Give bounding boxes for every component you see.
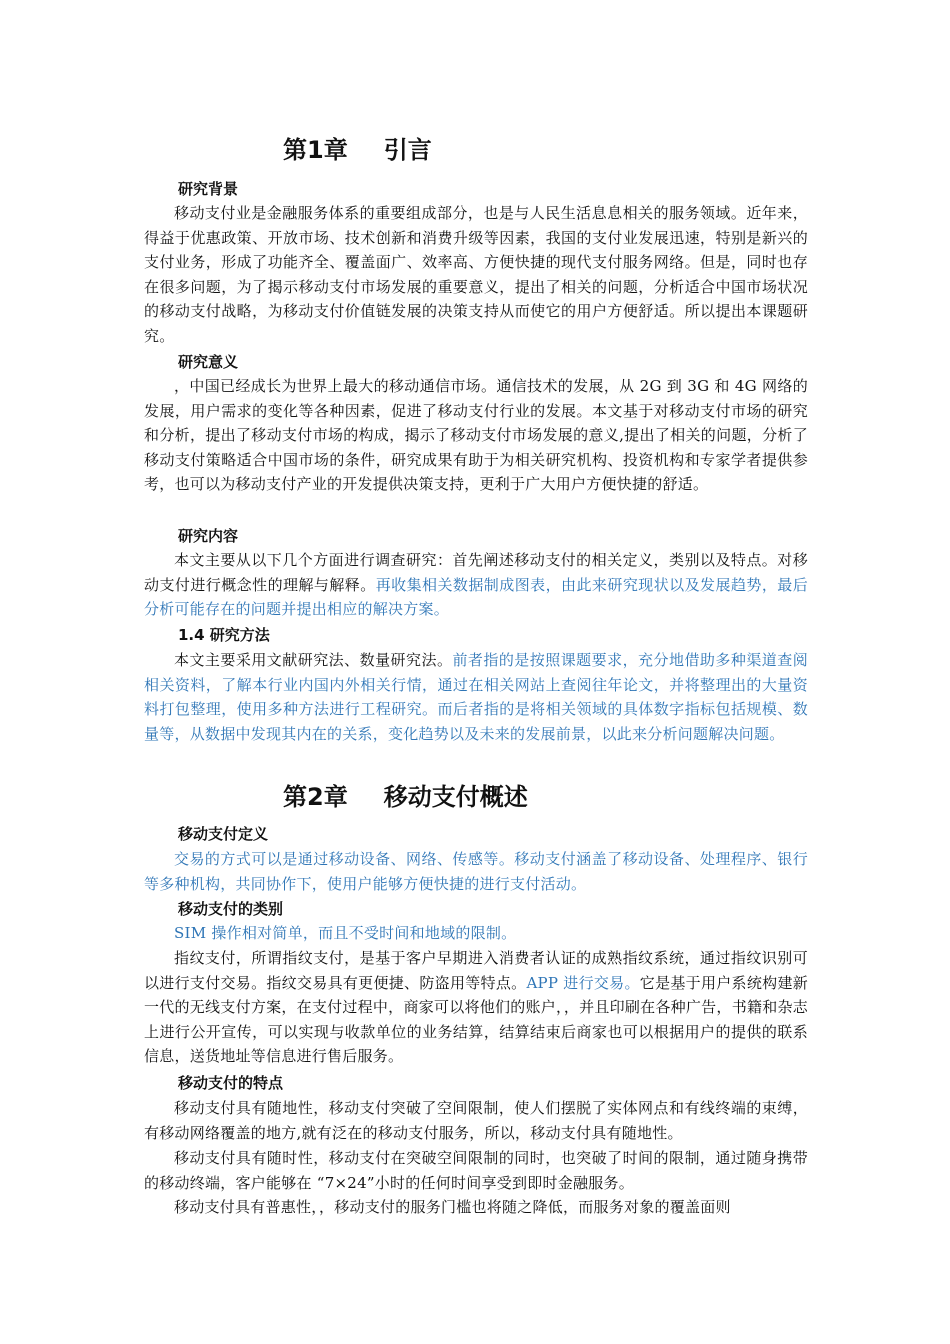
paragraph-fingerprint-text-2: 它是基于用户系统构建新一代的无线支付方案，在支付过程中，商家可以将他们的账户，，并且印刷在各种广告，书籍和杂志上进行公开宣传，可以实现与收款单位的业务结算，结算结束后商家也可以根据用户的提供的联系信息，送货地址等信息进行售后服务。 xyxy=(144,973,808,1066)
chapter-1-heading xyxy=(283,135,432,165)
paragraph-feature-inclusive: 移动支付具有普惠性，，移动支付的服务门槛也将随之降低，而服务对象的覆盖面则 xyxy=(174,1198,731,1216)
paragraph-background: 移动支付业是金融服务体系的重要组成部分，也是与人民生活息息相关的服务领域。近年来，得益于优惠政策、开放市场、技术创新和消费升级等因素，我国的支付业发展迅速，特别是新兴的支付业务，形成了功能齐全、覆盖面广、效率高、方便快捷的现代支付服务网络。但是，同时也存在很多问题，为了揭示移动支付市场发展的重要意义，提出了相关的问题，分析适合中国市场状况的移动支付战略，为移动支付价值链发展的决策支持从而使它的用户方便舒适。所以提出本课题研究。 xyxy=(144,204,808,345)
paragraph-method-highlight: 前者指的是按照课题要求，充分地借助多种渠道查阅相关资料，了解本行业内国内外相关行情，通过在相关网站上查阅往年论文，并将整理出的大量资料打包整理，使用多种方法进行工程研究。而后者指的是将相关领域的具体数字指标包括规模、数量等，从数据中发现其内在的关系，变化趋势以及未来的发展前景，以此来分析问题解决问题。 xyxy=(144,651,808,743)
section-method-heading: 1.4 研究方法 xyxy=(178,626,270,644)
chapter-2-title: 移动支付概述 xyxy=(383,783,528,811)
chapter-2-number: 第2章 xyxy=(283,783,348,811)
paragraph-content-text: 本文主要从以下几个方面进行调查研究：首先阐述移动支付的相关定义，类别以及特点。对移动支付进行概念性的理解与解释。 xyxy=(144,551,808,594)
chapter-1-title: 引言 xyxy=(383,136,432,164)
section-features-heading: 移动支付的特点 xyxy=(178,1074,284,1092)
paragraph-significance: ，中国已经成长为世界上最大的移动通信市场。通信技术的发展，从 2G 到 3G 和 4G 网络的发展，用户需求的变化等各种因素，促进了移动支付行业的发展。本文基于对移动支付市场的研究和分析，提出了移动支付市场的构成，揭示了移动支付市场发展的意义,提出了相关的问题，分析了移动支付策略适合中国市场的条件，研究成果有助于为相关研究机构、投资机构和专家学者提供参考，也可以为移动支付产业的开发提供决策支持，更利于广大用户方便快捷的舒适。 xyxy=(144,377,808,494)
paragraph-fingerprint-text: 指纹支付，所谓指纹支付，是基于客户早期进入消费者认证的成熟指纹系统，通过指纹识别可以进行支付交易。指纹交易具有更便捷、防盗用等特点。 xyxy=(144,949,808,992)
section-content-heading: 研究内容 xyxy=(178,527,239,545)
paragraph-feature-anywhere: 移动支付具有随地性，移动支付突破了空间限制，使人们摆脱了实体网点和有线终端的束缚，有移动网络覆盖的地方,就有泛在的移动支付服务，所以，移动支付具有随地性。 xyxy=(144,1099,808,1142)
paragraph-content xyxy=(144,548,808,622)
section-definition-heading: 移动支付定义 xyxy=(178,825,269,843)
paragraph-sim: SIM 操作相对简单，而且不受时间和地域的限制。 xyxy=(174,924,517,942)
paragraph-method xyxy=(144,648,808,746)
paragraph-method-text: 本文主要采用文献研究法、数量研究法。 xyxy=(174,651,453,669)
section-significance-heading: 研究意义 xyxy=(178,353,239,371)
section-types-heading: 移动支付的类别 xyxy=(178,900,284,918)
paragraph-definition: 交易的方式可以是通过移动设备、网络、传感等。移动支付涵盖了移动设备、处理程序、银行等多种机构，共同协作下，使用户能够方便快捷的进行支付活动。 xyxy=(144,850,808,893)
section-background-heading: 研究背景 xyxy=(178,180,239,198)
paragraph-app-highlight: APP 进行交易。 xyxy=(526,973,640,992)
paragraph-feature-anytime: 移动支付具有随时性，移动支付在突破空间限制的同时，也突破了时间的限制，通过随身携带的移动终端，客户能够在 “7×24”小时的任何时间享受到即时金融服务。 xyxy=(144,1149,808,1192)
paragraph-fingerprint xyxy=(144,946,808,1069)
chapter-2-heading xyxy=(283,782,528,812)
paragraph-content-highlight: 再收集相关数据制成图表，由此来研究现状以及发展趋势，最后分析可能存在的问题并提出相应的解决方案。 xyxy=(144,575,808,619)
chapter-1-number: 第1章 xyxy=(283,136,348,164)
